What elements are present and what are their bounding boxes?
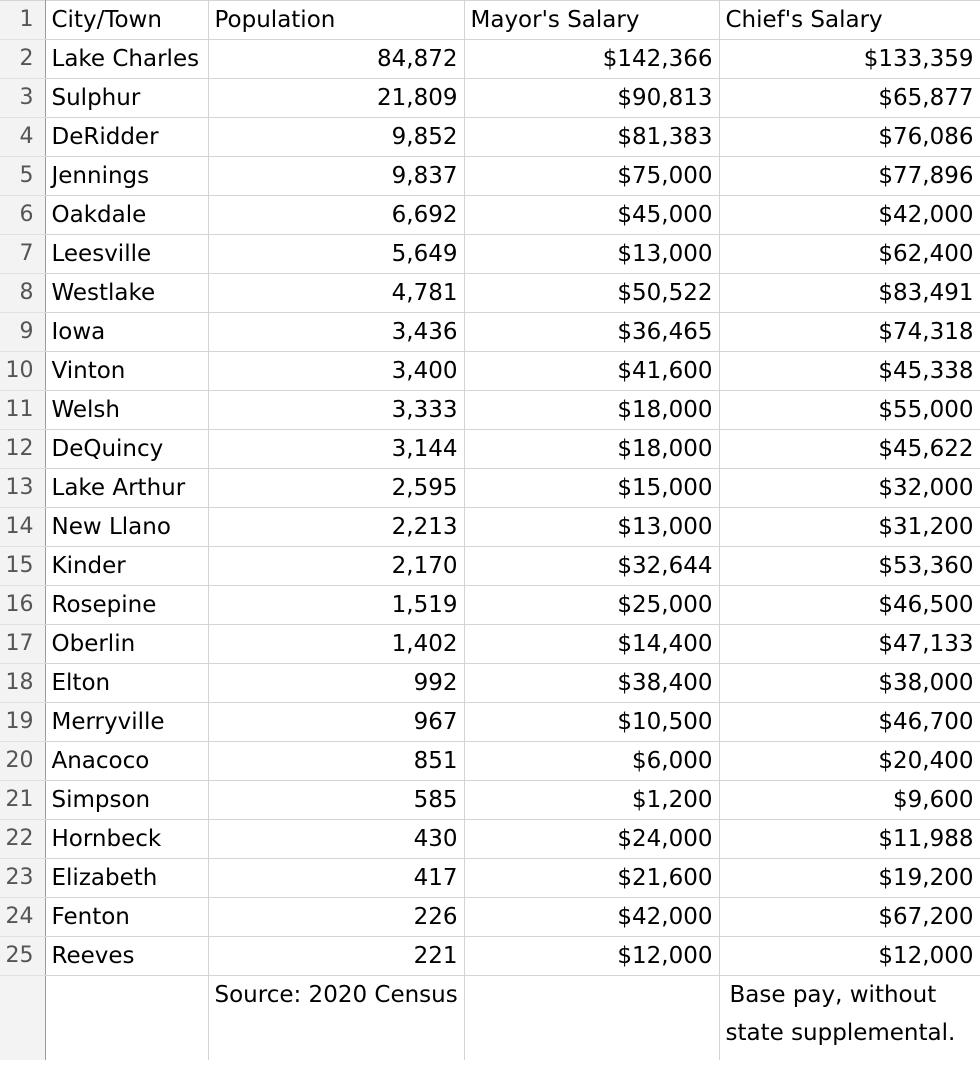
row-number[interactable]: 25: [0, 937, 45, 976]
header-row: [0, 1, 980, 40]
cell-city[interactable]: Oakdale: [45, 196, 208, 235]
cell-mayor-salary[interactable]: $21,600: [464, 859, 719, 898]
cell-city[interactable]: New Llano: [45, 508, 208, 547]
table-row: [0, 820, 980, 859]
cell-population[interactable]: 3,333: [208, 391, 464, 430]
cell-mayor-salary[interactable]: $36,465: [464, 313, 719, 352]
cell-mayor-salary[interactable]: $32,644: [464, 547, 719, 586]
table-row: [0, 664, 980, 703]
cell-chief-salary[interactable]: $9,600: [719, 781, 980, 820]
cell-population[interactable]: 2,213: [208, 508, 464, 547]
cell-city[interactable]: Lake Charles: [45, 40, 208, 79]
cell-population[interactable]: 84,872: [208, 40, 464, 79]
row-number[interactable]: 18: [0, 664, 45, 703]
row-number[interactable]: 9: [0, 313, 45, 352]
cell-population[interactable]: 3,144: [208, 430, 464, 469]
cell-mayor-salary[interactable]: $1,200: [464, 781, 719, 820]
notes-row: [0, 976, 980, 1061]
cell-population[interactable]: 5,649: [208, 235, 464, 274]
cell-chief-salary[interactable]: $67,200: [719, 898, 980, 937]
cell-city[interactable]: DeRidder: [45, 118, 208, 157]
table-row: [0, 430, 980, 469]
cell-city[interactable]: Vinton: [45, 352, 208, 391]
header-chief-salary[interactable]: Chief's Salary: [719, 1, 980, 40]
table-row: [0, 469, 980, 508]
cell-mayor-salary[interactable]: $50,522: [464, 274, 719, 313]
row-number[interactable]: 22: [0, 820, 45, 859]
population-source-note[interactable]: Source: 2020 Census: [208, 976, 464, 1061]
table-row: [0, 157, 980, 196]
cell-mayor-salary[interactable]: $18,000: [464, 430, 719, 469]
cell-population[interactable]: 9,852: [208, 118, 464, 157]
cell-population[interactable]: 417: [208, 859, 464, 898]
table-row: [0, 625, 980, 664]
row-number[interactable]: 16: [0, 586, 45, 625]
row-number[interactable]: 6: [0, 196, 45, 235]
cell-chief-salary[interactable]: $38,000: [719, 664, 980, 703]
header-population[interactable]: Population: [208, 1, 464, 40]
cell-city[interactable]: Sulphur: [45, 79, 208, 118]
header-city[interactable]: City/Town: [45, 1, 208, 40]
cell-chief-salary[interactable]: $45,622: [719, 430, 980, 469]
chief-note-line2: state supplemental.: [725, 1020, 956, 1046]
cell-population[interactable]: 2,170: [208, 547, 464, 586]
cell-mayor-salary[interactable]: $13,000: [464, 235, 719, 274]
table-row: [0, 898, 980, 937]
table-row: [0, 40, 980, 79]
cell-mayor-salary[interactable]: $13,000: [464, 508, 719, 547]
cell-chief-salary[interactable]: $32,000: [719, 469, 980, 508]
table-row: [0, 313, 980, 352]
cell-chief-salary[interactable]: $65,877: [719, 79, 980, 118]
row-number[interactable]: 23: [0, 859, 45, 898]
cell-population[interactable]: 4,781: [208, 274, 464, 313]
cell-city[interactable]: Kinder: [45, 547, 208, 586]
cell-chief-salary[interactable]: $62,400: [719, 235, 980, 274]
cell-mayor-salary[interactable]: $142,366: [464, 40, 719, 79]
row-number[interactable]: 20: [0, 742, 45, 781]
cell-mayor-salary[interactable]: $42,000: [464, 898, 719, 937]
row-number[interactable]: 15: [0, 547, 45, 586]
row-number[interactable]: 5: [0, 157, 45, 196]
cell-mayor-salary[interactable]: $14,400: [464, 625, 719, 664]
cell-city[interactable]: Simpson: [45, 781, 208, 820]
cell-city[interactable]: Fenton: [45, 898, 208, 937]
table-row: [0, 274, 980, 313]
table-row: [0, 781, 980, 820]
cell-mayor-salary[interactable]: $24,000: [464, 820, 719, 859]
cell-mayor-salary[interactable]: $41,600: [464, 352, 719, 391]
row-number[interactable]: 12: [0, 430, 45, 469]
table-row: [0, 391, 980, 430]
cell-population[interactable]: 992: [208, 664, 464, 703]
table-row: [0, 859, 980, 898]
row-number[interactable]: 8: [0, 274, 45, 313]
cell-city[interactable]: Rosepine: [45, 586, 208, 625]
table-row: [0, 703, 980, 742]
cell-city[interactable]: Anacoco: [45, 742, 208, 781]
cell-city[interactable]: Westlake: [45, 274, 208, 313]
cell-population[interactable]: 2,595: [208, 469, 464, 508]
cell-chief-salary[interactable]: $76,086: [719, 118, 980, 157]
cell-city[interactable]: Elizabeth: [45, 859, 208, 898]
row-number[interactable]: 4: [0, 118, 45, 157]
cell-population[interactable]: 226: [208, 898, 464, 937]
row-number[interactable]: 7: [0, 235, 45, 274]
chief-note-line1: Base pay, without: [729, 982, 937, 1008]
cell-population[interactable]: 851: [208, 742, 464, 781]
table-row: [0, 235, 980, 274]
cell-mayor-salary[interactable]: $25,000: [464, 586, 719, 625]
cell-population[interactable]: 21,809: [208, 79, 464, 118]
cell-chief-salary[interactable]: $83,491: [719, 274, 980, 313]
cell-mayor-salary[interactable]: $90,813: [464, 79, 719, 118]
table-row: [0, 352, 980, 391]
cell-mayor-salary[interactable]: $15,000: [464, 469, 719, 508]
cell-chief-salary[interactable]: $19,200: [719, 859, 980, 898]
row-number[interactable]: 10: [0, 352, 45, 391]
row-number[interactable]: 1: [0, 1, 45, 40]
cell-mayor-salary[interactable]: $6,000: [464, 742, 719, 781]
cell-city[interactable]: Merryville: [45, 703, 208, 742]
cell-city[interactable]: DeQuincy: [45, 430, 208, 469]
table-row: [0, 586, 980, 625]
row-number[interactable]: 17: [0, 625, 45, 664]
table-row: [0, 547, 980, 586]
row-number[interactable]: 11: [0, 391, 45, 430]
cell-chief-salary[interactable]: $77,896: [719, 157, 980, 196]
table-row: [0, 196, 980, 235]
cell-population[interactable]: 1,519: [208, 586, 464, 625]
cell-mayor-salary[interactable]: $75,000: [464, 157, 719, 196]
table-row: [0, 118, 980, 157]
cell-city[interactable]: Hornbeck: [45, 820, 208, 859]
cell-mayor-salary[interactable]: $18,000: [464, 391, 719, 430]
cell-population[interactable]: 585: [208, 781, 464, 820]
cell-chief-salary[interactable]: $53,360: [719, 547, 980, 586]
cell-mayor-salary[interactable]: $10,500: [464, 703, 719, 742]
cell-population[interactable]: 6,692: [208, 196, 464, 235]
cell-empty[interactable]: [45, 976, 208, 1061]
cell-chief-salary[interactable]: $46,700: [719, 703, 980, 742]
cell-population[interactable]: 1,402: [208, 625, 464, 664]
cell-mayor-salary[interactable]: $81,383: [464, 118, 719, 157]
table-row: [0, 742, 980, 781]
cell-chief-salary[interactable]: $55,000: [719, 391, 980, 430]
row-number[interactable]: 24: [0, 898, 45, 937]
cell-chief-salary[interactable]: $12,000: [719, 937, 980, 976]
cell-mayor-salary[interactable]: $38,400: [464, 664, 719, 703]
cell-chief-salary[interactable]: $31,200: [719, 508, 980, 547]
row-number[interactable]: 19: [0, 703, 45, 742]
cell-chief-salary[interactable]: $46,500: [719, 586, 980, 625]
cell-chief-salary[interactable]: $45,338: [719, 352, 980, 391]
row-number[interactable]: 14: [0, 508, 45, 547]
cell-city[interactable]: Welsh: [45, 391, 208, 430]
cell-chief-salary[interactable]: $20,400: [719, 742, 980, 781]
cell-chief-salary[interactable]: $47,133: [719, 625, 980, 664]
cell-mayor-salary[interactable]: $12,000: [464, 937, 719, 976]
table-row: [0, 937, 980, 976]
cell-city[interactable]: Leesville: [45, 235, 208, 274]
row-number[interactable]: 2: [0, 40, 45, 79]
cell-city[interactable]: Oberlin: [45, 625, 208, 664]
cell-chief-salary[interactable]: $74,318: [719, 313, 980, 352]
header-mayor-salary[interactable]: Mayor's Salary: [464, 1, 719, 40]
cell-empty[interactable]: [464, 976, 719, 1061]
table-row: [0, 508, 980, 547]
cell-population[interactable]: 3,436: [208, 313, 464, 352]
cell-chief-salary[interactable]: $133,359: [719, 40, 980, 79]
cell-city[interactable]: Iowa: [45, 313, 208, 352]
cell-population[interactable]: 967: [208, 703, 464, 742]
cell-chief-salary[interactable]: $11,988: [719, 820, 980, 859]
cell-population[interactable]: 9,837: [208, 157, 464, 196]
cell-population[interactable]: 221: [208, 937, 464, 976]
cell-chief-salary[interactable]: $42,000: [719, 196, 980, 235]
row-number-empty[interactable]: [0, 976, 45, 1061]
cell-mayor-salary[interactable]: $45,000: [464, 196, 719, 235]
table-row: [0, 79, 980, 118]
cell-city[interactable]: Reeves: [45, 937, 208, 976]
cell-city[interactable]: Jennings: [45, 157, 208, 196]
cell-population[interactable]: 430: [208, 820, 464, 859]
cell-population[interactable]: 3,400: [208, 352, 464, 391]
cell-city[interactable]: Lake Arthur: [45, 469, 208, 508]
row-number[interactable]: 3: [0, 79, 45, 118]
chief-salary-note[interactable]: [719, 976, 980, 1061]
row-number[interactable]: 21: [0, 781, 45, 820]
row-number[interactable]: 13: [0, 469, 45, 508]
cell-city[interactable]: Elton: [45, 664, 208, 703]
